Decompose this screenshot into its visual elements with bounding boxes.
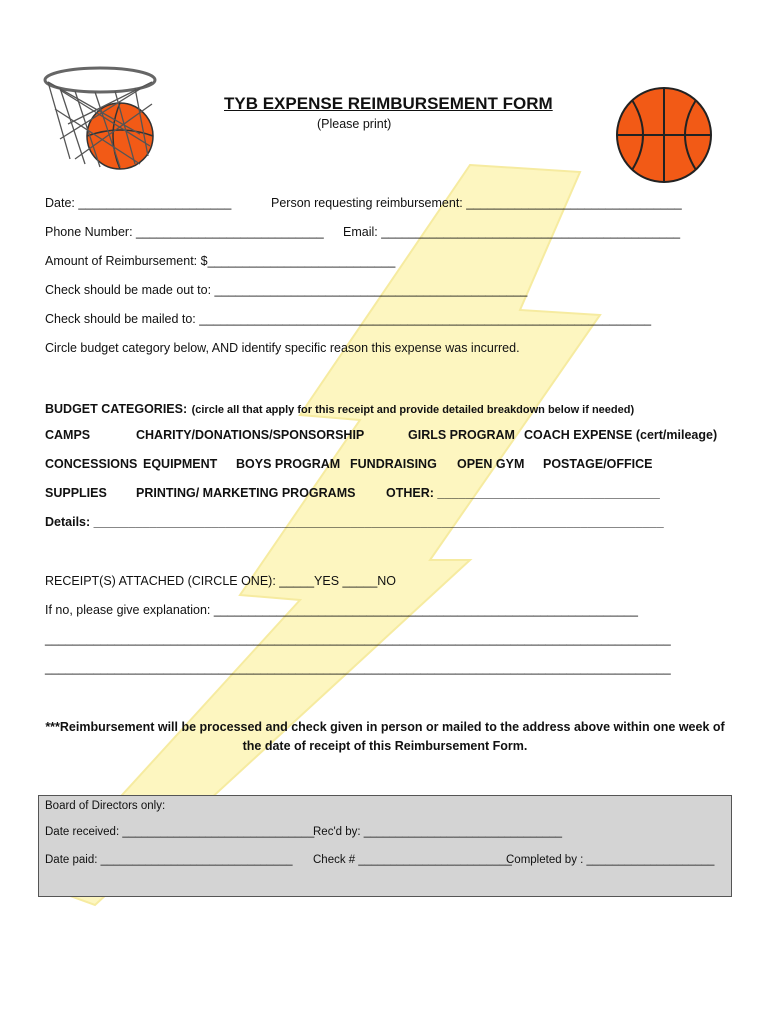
budget-heading-label: BUDGET CATEGORIES: <box>45 402 188 416</box>
check-made-out-field[interactable]: Check should be made out to: _____________________________________________ <box>45 283 528 297</box>
date-paid-field[interactable]: Date paid: ______________________________ <box>45 854 293 866</box>
coach-expense-note: (cert/mileage) <box>635 428 718 442</box>
category-open-gym[interactable]: OPEN GYM <box>457 457 525 471</box>
category-supplies[interactable]: SUPPLIES <box>45 486 107 500</box>
form-subtitle: (Please print) <box>317 117 392 131</box>
notice-line-1: ***Reimbursement will be processed and check given in person or mailed to the address above within one week of <box>45 720 725 734</box>
date-received-field[interactable]: Date received: ______________________________ <box>45 826 315 838</box>
category-coach-expense[interactable] <box>524 428 717 442</box>
recd-by-field[interactable]: Rec'd by: _______________________________ <box>313 826 563 838</box>
receipt-attached-field[interactable]: RECEIPT(S) ATTACHED (CIRCLE ONE): _____YES _____NO <box>45 574 397 588</box>
check-number-field[interactable]: Check # ________________________ <box>313 854 512 866</box>
coach-expense-label: COACH EXPENSE <box>524 428 633 442</box>
category-concessions[interactable]: CONCESSIONS <box>45 457 138 471</box>
category-charity[interactable]: CHARITY/DONATIONS/SPONSORSHIP <box>136 428 365 442</box>
explanation-line-1[interactable]: __________________________________________________________________________________________ <box>45 632 671 646</box>
notice-line-2: the date of receipt of this Reimbursement Form. <box>242 739 528 753</box>
board-heading: Board of Directors only: <box>45 800 166 812</box>
category-boys-program[interactable]: BOYS PROGRAM <box>236 457 341 471</box>
form-title: TYB EXPENSE REIMBURSEMENT FORM <box>224 94 553 113</box>
amount-field[interactable]: Amount of Reimbursement: $___________________________ <box>45 254 396 268</box>
explanation-line-2[interactable]: __________________________________________________________________________________________ <box>45 661 671 675</box>
email-field[interactable]: Email: ___________________________________________ <box>343 225 681 239</box>
explanation-field[interactable]: If no, please give explanation: _____________________________________________________________ <box>45 603 638 617</box>
budget-heading <box>45 400 634 418</box>
basketball-icon <box>614 85 714 185</box>
basketball-hoop-icon <box>40 64 160 174</box>
category-printing-marketing[interactable]: PRINTING/ MARKETING PROGRAMS <box>136 486 356 500</box>
budget-heading-note: (circle all that apply for this receipt and provide detailed breakdown below if needed) <box>191 404 635 416</box>
category-postage-office[interactable]: POSTAGE/OFFICE <box>543 457 653 471</box>
category-girls-program[interactable]: GIRLS PROGRAM <box>408 428 515 442</box>
completed-by-field[interactable]: Completed by : ____________________ <box>506 854 715 866</box>
category-camps[interactable]: CAMPS <box>45 428 91 442</box>
person-requesting-field[interactable]: Person requesting reimbursement: _______________________________ <box>271 196 682 210</box>
budget-instruction: Circle budget category below, AND identify specific reason this expense was incurred. <box>45 341 520 355</box>
phone-number-field[interactable]: Phone Number: ___________________________ <box>45 225 324 239</box>
board-of-directors-box <box>38 795 732 897</box>
check-mailed-to-field[interactable]: Check should be mailed to: _________________________________________________________________ <box>45 312 652 326</box>
category-equipment[interactable]: EQUIPMENT <box>143 457 218 471</box>
category-fundraising[interactable]: FUNDRAISING <box>350 457 437 471</box>
details-field[interactable]: Details: __________________________________________________________________________________ <box>45 515 664 529</box>
date-field[interactable]: Date: ______________________ <box>45 196 232 210</box>
category-other-field[interactable]: OTHER: ________________________________ <box>386 486 660 500</box>
